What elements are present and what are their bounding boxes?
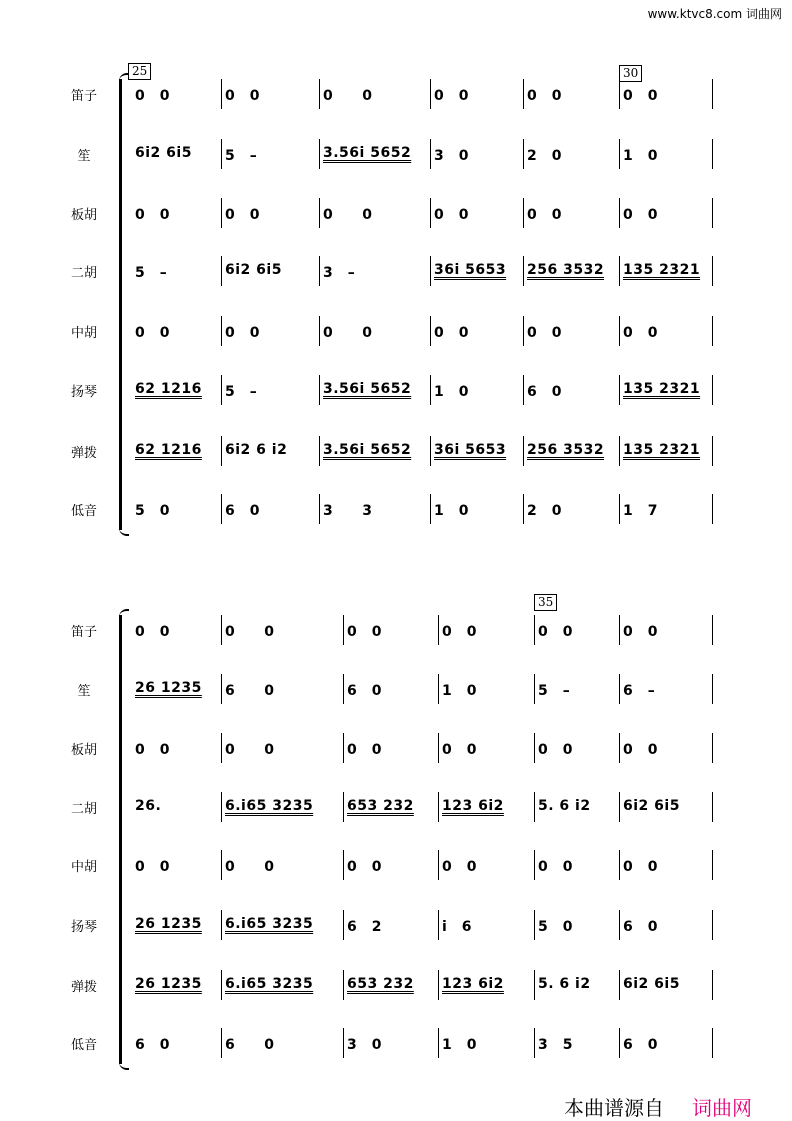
measure-cell: 5 –	[538, 683, 571, 699]
instrument-label: 二胡	[70, 802, 97, 817]
measure-cell: 3.56i 5652	[323, 442, 412, 458]
measure-cell: 3 5	[538, 1037, 573, 1053]
measure-cell: 0 0	[538, 624, 573, 640]
barline	[221, 615, 222, 645]
barline	[221, 850, 222, 880]
barline	[712, 674, 713, 704]
instrument-label: 笛子	[70, 89, 97, 104]
barline	[523, 79, 524, 109]
barline	[619, 375, 620, 405]
measure-cell: 3 0	[434, 148, 469, 164]
barline	[523, 494, 524, 524]
measure-cell: 62 1216	[135, 381, 202, 397]
instrument-label: 二胡	[70, 266, 97, 281]
measure-cell: 0 0	[323, 207, 373, 223]
measure-cell: 0 0	[623, 207, 658, 223]
barline	[438, 733, 439, 763]
site-header: www.ktvc8.com 词曲网	[647, 7, 782, 21]
barline	[319, 256, 320, 286]
barline	[221, 79, 222, 109]
instrument-label: 板胡	[70, 208, 97, 223]
instrument-label: 中胡	[70, 326, 97, 341]
measure-cell: 1 0	[434, 503, 469, 519]
barline	[221, 436, 222, 466]
barline	[343, 792, 344, 822]
measure-cell: 6i2 6i5	[623, 798, 680, 814]
barline	[619, 850, 620, 880]
measure-cell: 3.56i 5652	[323, 381, 412, 397]
instrument-label: 低音	[70, 1038, 97, 1053]
measure-cell: 0 0	[135, 624, 170, 640]
measure-cell: 6i2 6i5	[135, 145, 192, 161]
measure-cell: 123 6i2	[442, 976, 504, 992]
barline	[534, 733, 535, 763]
measure-cell: 0 0	[225, 624, 275, 640]
barline	[438, 910, 439, 940]
measure-cell: 0 0	[442, 624, 477, 640]
instrument-label: 笙	[77, 684, 91, 699]
measure-cell: 5 0	[135, 503, 170, 519]
measure-cell: 5 –	[225, 148, 258, 164]
barline	[319, 139, 320, 169]
barline	[430, 256, 431, 286]
barline	[619, 615, 620, 645]
measure-cell: 0 0	[538, 742, 573, 758]
measure-cell: 3 0	[347, 1037, 382, 1053]
measure-cell: 6 0	[623, 1037, 658, 1053]
measure-cell: 6.i65 3235	[225, 916, 314, 932]
barline	[221, 733, 222, 763]
measure-cell: 0 0	[225, 742, 275, 758]
barline	[534, 1028, 535, 1058]
barline	[712, 436, 713, 466]
instrument-label: 弹拨	[70, 446, 97, 461]
barline	[712, 494, 713, 524]
barline	[221, 494, 222, 524]
barline	[534, 792, 535, 822]
measure-cell: 5 –	[135, 265, 168, 281]
barline	[619, 910, 620, 940]
measure-cell: 6 0	[225, 503, 260, 519]
barline	[523, 139, 524, 169]
barline	[712, 615, 713, 645]
barline	[221, 375, 222, 405]
barline	[438, 1028, 439, 1058]
measure-cell: 0 0	[442, 859, 477, 875]
barline	[534, 970, 535, 1000]
barline	[430, 316, 431, 346]
measure-cell: 653 232	[347, 976, 414, 992]
barline	[619, 792, 620, 822]
measure-cell: 123 6i2	[442, 798, 504, 814]
barline	[319, 79, 320, 109]
barline	[712, 256, 713, 286]
measure-cell: 0 0	[623, 624, 658, 640]
measure-cell: 6i2 6 i2	[225, 442, 288, 458]
barline	[619, 316, 620, 346]
measure-cell: 6 0	[135, 1037, 170, 1053]
measure-cell: 6 0	[225, 1037, 275, 1053]
barline	[221, 316, 222, 346]
measure-cell: 26 1235	[135, 916, 202, 932]
barline	[712, 79, 713, 109]
barline	[619, 674, 620, 704]
barline	[438, 850, 439, 880]
measure-cell: 0 0	[225, 88, 260, 104]
measure-cell: 0 0	[623, 88, 658, 104]
measure-cell: 0 0	[527, 325, 562, 341]
measure-cell: 0 0	[347, 742, 382, 758]
barline	[619, 494, 620, 524]
barline	[221, 674, 222, 704]
measure-cell: 2 0	[527, 503, 562, 519]
barline	[319, 198, 320, 228]
measure-cell: 3 3	[323, 503, 373, 519]
instrument-label: 扬琴	[70, 920, 97, 935]
barline	[343, 850, 344, 880]
barline	[221, 198, 222, 228]
measure-cell: 36i 5653	[434, 442, 507, 458]
measure-cell: 0 0	[225, 859, 275, 875]
system-bracket	[119, 615, 132, 1064]
measure-cell: 2 0	[527, 148, 562, 164]
barline	[712, 316, 713, 346]
barline	[343, 970, 344, 1000]
footer-brand[interactable]: 词曲网	[692, 1096, 752, 1120]
measure-cell: 1 0	[623, 148, 658, 164]
measure-cell: 256 3532	[527, 442, 605, 458]
measure-cell: 0 0	[527, 207, 562, 223]
measure-cell: 0 0	[623, 859, 658, 875]
measure-cell: 135 2321	[623, 442, 701, 458]
barline	[619, 733, 620, 763]
barline	[619, 79, 620, 109]
barline	[619, 970, 620, 1000]
instrument-label: 低音	[70, 504, 97, 519]
measure-cell: 0 0	[135, 207, 170, 223]
measure-cell: 135 2321	[623, 262, 701, 278]
measure-cell: 3 –	[323, 265, 356, 281]
barline	[619, 139, 620, 169]
measure-cell: 6 –	[623, 683, 656, 699]
measure-cell: i 6	[442, 919, 473, 935]
measure-cell: 6i2 6i5	[623, 976, 680, 992]
barline	[319, 436, 320, 466]
measure-cell: 135 2321	[623, 381, 701, 397]
measure-cell: 653 232	[347, 798, 414, 814]
measure-cell: 3.56i 5652	[323, 145, 412, 161]
barline	[619, 436, 620, 466]
barline	[438, 674, 439, 704]
barline	[712, 792, 713, 822]
barline	[430, 436, 431, 466]
measure-cell: 1 0	[442, 1037, 477, 1053]
measure-number: 30	[619, 65, 642, 82]
measure-cell: 1 0	[434, 384, 469, 400]
measure-number: 35	[534, 594, 557, 611]
measure-cell: 62 1216	[135, 442, 202, 458]
barline	[712, 198, 713, 228]
measure-cell: 5 0	[538, 919, 573, 935]
measure-cell: 26 1235	[135, 976, 202, 992]
measure-cell: 1 7	[623, 503, 658, 519]
barline	[712, 970, 713, 1000]
measure-cell: 1 0	[442, 683, 477, 699]
measure-cell: 0 0	[135, 859, 170, 875]
measure-cell: 0 0	[225, 207, 260, 223]
barline	[534, 850, 535, 880]
barline	[221, 970, 222, 1000]
measure-cell: 0 0	[347, 859, 382, 875]
barline	[438, 615, 439, 645]
instrument-label: 板胡	[70, 743, 97, 758]
measure-cell: 0 0	[323, 325, 373, 341]
measure-cell: 0 0	[434, 325, 469, 341]
instrument-label: 笛子	[70, 625, 97, 640]
measure-cell: 0 0	[442, 742, 477, 758]
measure-cell: 6i2 6i5	[225, 262, 282, 278]
barline	[438, 792, 439, 822]
instrument-label: 扬琴	[70, 385, 97, 400]
barline	[319, 316, 320, 346]
barline	[221, 256, 222, 286]
barline	[430, 375, 431, 405]
measure-cell: 0 0	[347, 624, 382, 640]
barline	[319, 494, 320, 524]
barline	[319, 375, 320, 405]
measure-cell: 6.i65 3235	[225, 976, 314, 992]
barline	[523, 256, 524, 286]
barline	[619, 1028, 620, 1058]
barline	[534, 615, 535, 645]
barline	[523, 436, 524, 466]
barline	[430, 139, 431, 169]
footer	[564, 1092, 752, 1121]
barline	[712, 1028, 713, 1058]
measure-cell: 0 0	[323, 88, 373, 104]
barline	[221, 792, 222, 822]
instrument-label: 弹拨	[70, 980, 97, 995]
measure-number: 25	[128, 63, 151, 80]
measure-cell: 6 0	[527, 384, 562, 400]
barline	[534, 674, 535, 704]
measure-cell: 6 0	[347, 683, 382, 699]
measure-cell: 5 –	[225, 384, 258, 400]
measure-cell: 6 0	[225, 683, 275, 699]
barline	[221, 910, 222, 940]
barline	[430, 198, 431, 228]
barline	[343, 733, 344, 763]
barline	[712, 733, 713, 763]
measure-cell: 0 0	[623, 742, 658, 758]
measure-cell: 0 0	[135, 325, 170, 341]
measure-cell: 0 0	[434, 207, 469, 223]
measure-cell: 0 0	[135, 742, 170, 758]
barline	[712, 910, 713, 940]
measure-cell: 6.i65 3235	[225, 798, 314, 814]
barline	[712, 850, 713, 880]
measure-cell: 6 2	[347, 919, 382, 935]
barline	[343, 615, 344, 645]
system-bracket	[119, 79, 132, 530]
barline	[343, 910, 344, 940]
measure-cell: 0 0	[623, 325, 658, 341]
measure-cell: 6 0	[623, 919, 658, 935]
measure-cell: 0 0	[527, 88, 562, 104]
barline	[343, 1028, 344, 1058]
instrument-label: 笙	[77, 149, 91, 164]
measure-cell: 0 0	[225, 325, 260, 341]
barline	[523, 375, 524, 405]
barline	[534, 910, 535, 940]
measure-cell: 5. 6 i2	[538, 976, 591, 992]
barline	[619, 256, 620, 286]
measure-cell: 26.	[135, 798, 162, 814]
barline	[221, 1028, 222, 1058]
barline	[430, 79, 431, 109]
measure-cell: 5. 6 i2	[538, 798, 591, 814]
measure-cell: 0 0	[434, 88, 469, 104]
measure-cell: 36i 5653	[434, 262, 507, 278]
footer-source-label: 本曲谱源自	[564, 1096, 664, 1120]
barline	[430, 494, 431, 524]
measure-cell: 26 1235	[135, 680, 202, 696]
barline	[712, 139, 713, 169]
barline	[343, 674, 344, 704]
measure-cell: 0 0	[538, 859, 573, 875]
barline	[438, 970, 439, 1000]
measure-cell: 256 3532	[527, 262, 605, 278]
measure-cell: 0 0	[135, 88, 170, 104]
barline	[523, 316, 524, 346]
barline	[619, 198, 620, 228]
instrument-label: 中胡	[70, 860, 97, 875]
barline	[221, 139, 222, 169]
barline	[523, 198, 524, 228]
barline	[712, 375, 713, 405]
